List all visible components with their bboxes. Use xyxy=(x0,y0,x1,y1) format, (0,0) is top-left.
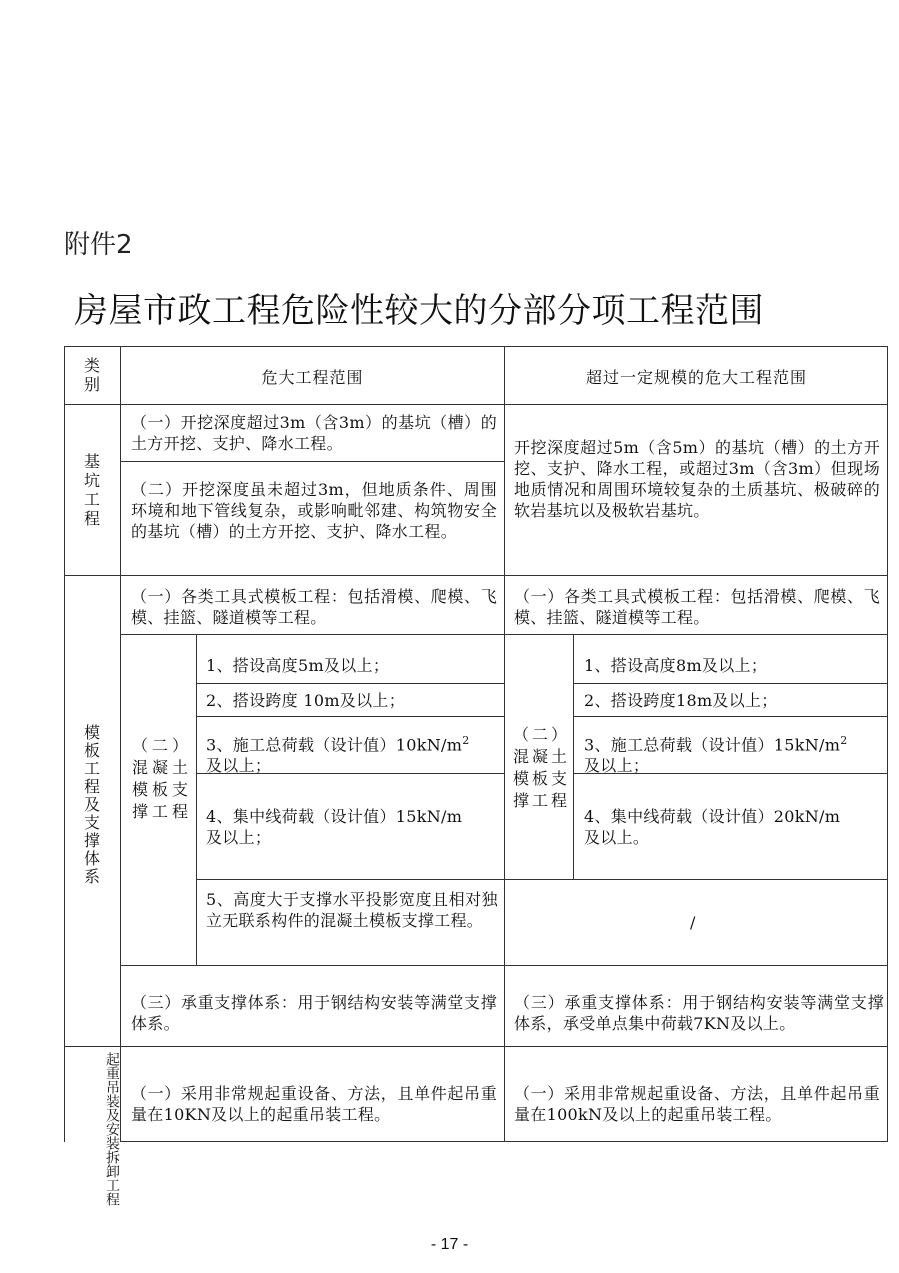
right-item-4-text: 4、集中线荷载（设计值）20kN/m xyxy=(584,807,841,826)
right-item-3-tail: 及以上； xyxy=(584,756,650,776)
right-item-3-sup: 2 xyxy=(840,734,848,747)
concrete-label-right: （二）混凝土模板支撑工程 xyxy=(513,725,567,810)
right-sub-divider-2 xyxy=(573,716,888,717)
formwork-tool-right: （一）各类工具式模板工程：包括滑模、爬模、飞模、挂篮、隧道模等工程。 xyxy=(514,587,880,627)
category-col-divider xyxy=(120,346,121,1142)
formwork-row-divider xyxy=(64,1046,888,1047)
right-item-1: 1、搭设高度8m及以上； xyxy=(584,656,768,675)
concrete-label-left: （二）混凝土模板支撑工程 xyxy=(132,736,188,821)
right-item-3 xyxy=(584,730,882,776)
left-item-4-tail: 及以上； xyxy=(206,828,272,847)
left-item-3-text: 3、施工总荷载（设计值）10kN/m xyxy=(206,735,463,755)
left-sub-divider-2 xyxy=(196,716,504,717)
foundation-item-2: （二）开挖深度虽未超过3m，但地质条件、周围环境和地下管线复杂，或影响毗邻建、构筑物安全的基坑（槽）的土方开挖、支护、降水工程。 xyxy=(131,480,497,541)
right-item-4-tail: 及以上。 xyxy=(584,828,650,847)
lifting-right: （一）采用非常规起重设备、方法，且单件起吊重量在100kN及以上的起重吊装工程。 xyxy=(514,1084,880,1124)
page-number: - 17 - xyxy=(430,1236,469,1253)
lifting-category: 起重吊装及安装拆卸工程 xyxy=(104,1052,120,1206)
left-item-2: 2、搭设跨度 10m及以上； xyxy=(206,691,405,710)
left-item-3-sup: 2 xyxy=(462,734,470,747)
left-label-col-divider xyxy=(196,634,197,965)
right-item-5: / xyxy=(690,913,696,932)
page-title: 房屋市政工程危险性较大的分部分项工程范围 xyxy=(74,291,764,331)
left-item-4-text: 4、集中线荷载（设计值）15kN/m xyxy=(206,807,463,826)
middle-col-divider xyxy=(504,346,505,1142)
foundation-large-scope: 开挖深度超过5m（含5m）的基坑（槽）的土方开挖、支护、降水工程，或超过3m（含3m）但现场地质情况和周围环境较复杂的土质基坑、极破碎的软岩基坑以及极软岩基坑。 xyxy=(514,438,880,520)
header-category: 类别 xyxy=(83,356,100,394)
foundation-item-divider xyxy=(120,461,504,462)
right-sub-divider-4 xyxy=(504,879,888,880)
left-sub-divider-4 xyxy=(196,879,504,880)
bearing-left: （三）承重支撑体系：用于钢结构安装等满堂支撑体系。 xyxy=(131,993,497,1033)
foundation-item-1: （一）开挖深度超过3m（含3m）的基坑（槽）的土方开挖、支护、降水工程。 xyxy=(131,413,497,453)
left-item-5: 5、高度大于支撑水平投影宽度且相对独立无联系构件的混凝土模板支撑工程。 xyxy=(206,890,498,930)
right-item-4 xyxy=(584,806,882,848)
header-col1: 危大工程范围 xyxy=(261,368,364,387)
lifting-left: （一）采用非常规起重设备、方法，且单件起吊重量在10KN及以上的起重吊装工程。 xyxy=(131,1084,497,1124)
left-sub-divider-1 xyxy=(196,683,504,684)
left-item-1: 1、搭设高度5m及以上； xyxy=(206,656,390,675)
header-row-divider xyxy=(64,404,888,405)
right-label-col-divider xyxy=(573,634,574,879)
formwork-category: 模板工程及支撑体系 xyxy=(83,723,100,886)
foundation-category: 基坑工程 xyxy=(83,452,100,528)
bearing-right: （三）承重支撑体系：用于钢结构安装等满堂支撑体系，承受单点集中荷载7KN及以上。 xyxy=(514,993,884,1033)
left-item-3-tail: 及以上； xyxy=(206,756,272,776)
left-item-4 xyxy=(206,806,500,848)
right-sub-divider-1 xyxy=(573,683,888,684)
right-item-2: 2、搭设跨度18m及以上； xyxy=(584,691,778,710)
foundation-row-divider xyxy=(64,575,888,576)
right-item-3-text: 3、施工总荷载（设计值）15kN/m xyxy=(584,735,841,755)
left-item-3 xyxy=(206,730,500,776)
attachment-label: 附件2 xyxy=(64,230,133,260)
header-col2: 超过一定规模的危大工程范围 xyxy=(585,368,807,387)
formwork-tool-left: （一）各类工具式模板工程：包括滑模、爬模、飞模、挂篮、隧道模等工程。 xyxy=(131,587,497,627)
